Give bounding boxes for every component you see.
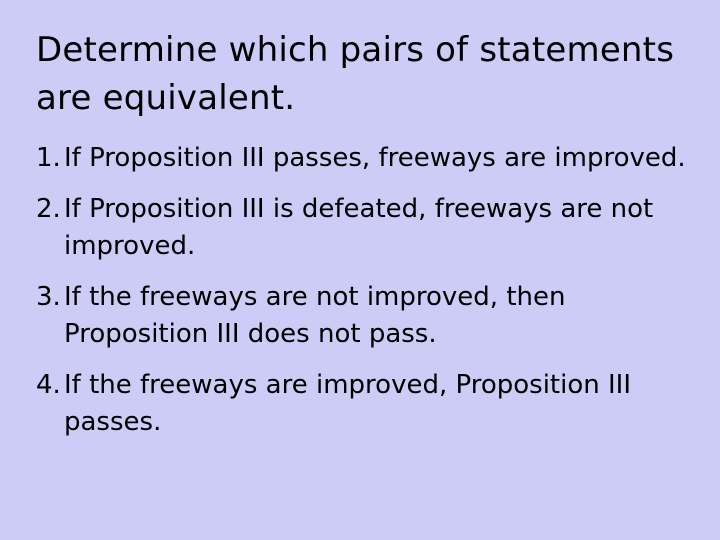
statement-text: If the freeways are improved, Proposition III passes. xyxy=(64,370,631,437)
statement-number: 4. xyxy=(36,370,61,400)
statement-item xyxy=(36,191,696,265)
statement-list xyxy=(36,140,696,455)
statement-item xyxy=(36,367,696,441)
statement-number: 3. xyxy=(36,282,61,312)
statement-item xyxy=(36,140,696,177)
slide-title: Determine which pairs of statements are equivalent. xyxy=(36,30,675,118)
statement-number: 2. xyxy=(36,194,61,224)
statement-number: 1. xyxy=(36,143,61,173)
statement-text: If the freeways are not improved, then Proposition III does not pass. xyxy=(64,282,566,349)
statement-text: If Proposition III passes, freeways are improved. xyxy=(64,143,686,173)
statement-text: If Proposition III is defeated, freeways are not improved. xyxy=(64,194,654,261)
statement-item xyxy=(36,279,696,353)
